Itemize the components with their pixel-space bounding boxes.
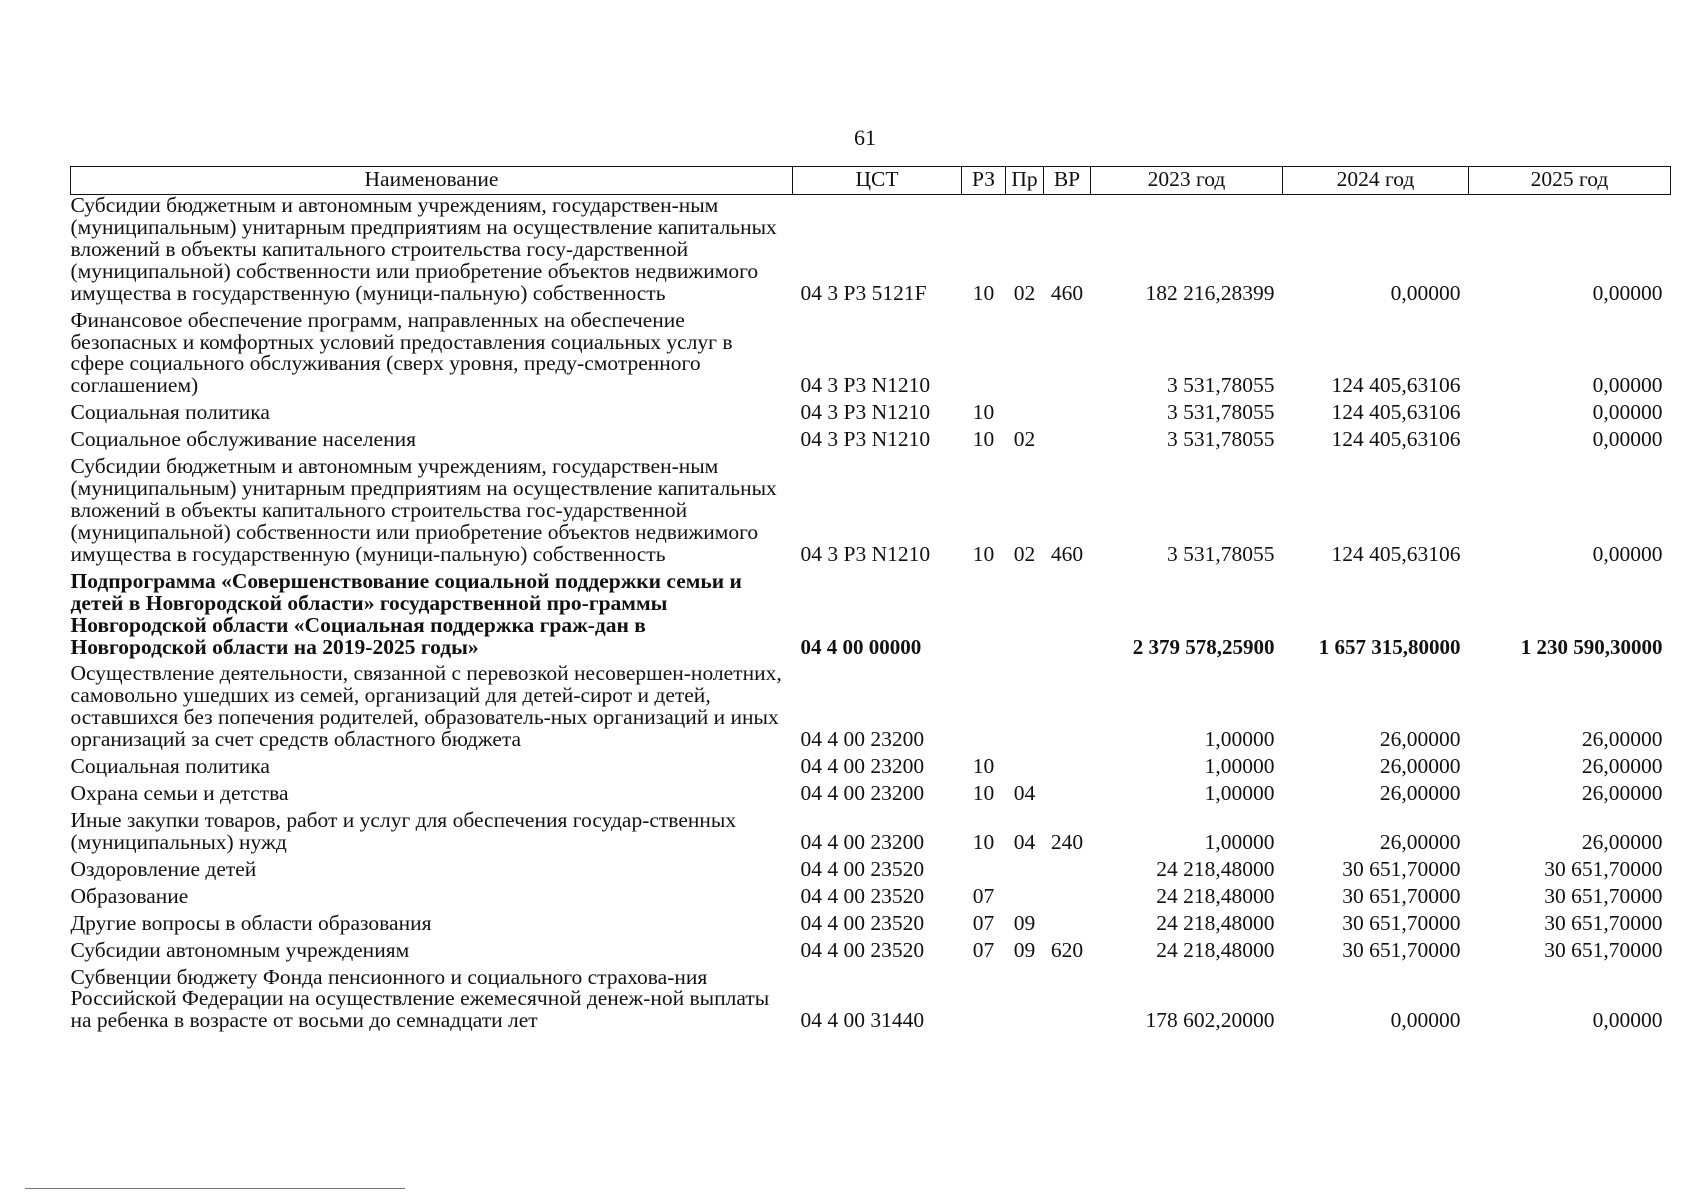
cell-2024: 26,00000: [1379, 781, 1461, 806]
table-row: [71, 855, 1671, 882]
cell-2025: 26,00000: [1581, 727, 1663, 752]
cell-cst: 04 4 00 23520: [800, 856, 925, 881]
cell-2024: 30 651,70000: [1342, 856, 1461, 881]
cell-name: Социальная политика: [70, 400, 270, 425]
header-2025: 2025 год: [1469, 167, 1671, 195]
header-vr: ВР: [1044, 167, 1091, 195]
cell-cst: 04 4 00 23200: [800, 829, 925, 854]
cell-2024: 0,00000: [1390, 1008, 1461, 1033]
cell-2025: 30 651,70000: [1544, 883, 1663, 908]
cell-cst: 04 4 00 23520: [800, 883, 925, 908]
cell-rz: 10: [972, 781, 995, 806]
cell-2024: 30 651,70000: [1342, 883, 1461, 908]
cell-rz: [962, 855, 1006, 882]
cell-cst: 04 4 00 23200: [800, 781, 925, 806]
cell-rz: [962, 306, 1006, 399]
cell-pr: 09: [1013, 910, 1036, 935]
cell-name: Социальная политика: [70, 754, 270, 779]
cell-pr: 02: [1013, 541, 1036, 566]
cell-2024: 26,00000: [1379, 829, 1461, 854]
page-number: 61: [854, 125, 876, 150]
cell-name: Охрана семьи и детства: [70, 781, 289, 806]
cell-name: Социальное обслуживание населения: [70, 427, 417, 452]
cell-pr: 04: [1013, 829, 1036, 854]
cell-2025: 0,00000: [1592, 427, 1663, 452]
cell-2024: 124 405,63106: [1331, 541, 1461, 566]
cell-cst: 04 4 00 23200: [800, 727, 925, 752]
cell-rz: [962, 963, 1006, 1034]
header-row: [71, 167, 1671, 195]
cell-2024: 0,00000: [1390, 280, 1461, 305]
cell-2023: 1,00000: [1204, 829, 1275, 854]
cell-cst: 04 3 Р3 5121F: [800, 280, 927, 305]
cell-rz: 07: [972, 937, 995, 962]
cell-2023: 3 531,78055: [1167, 541, 1275, 566]
table-row: [71, 752, 1671, 779]
cell-cst: 04 4 00 31440: [800, 1008, 925, 1033]
cell-pr: [1006, 752, 1044, 779]
cell-2025: 26,00000: [1581, 754, 1663, 779]
cell-pr: 02: [1013, 280, 1036, 305]
cell-name: Оздоровление детей: [70, 856, 257, 881]
cell-cst: 04 3 Р3 N1210: [800, 373, 931, 398]
cell-name: Осуществление деятельности, связанной с перевозкой несовершен-нолетних, самовольно ушедших из семей, организаций для детей-сирот и детей, оставшихся без попечения родителей, образователь-ных организаций и иных организаций за счет средств областного бюджета: [70, 661, 782, 752]
table-header: [71, 167, 1671, 195]
cell-rz: [962, 567, 1006, 660]
header-name: Наименование: [71, 167, 793, 195]
cell-vr: [1044, 963, 1091, 1034]
cell-2024: 30 651,70000: [1342, 937, 1461, 962]
cell-2025: 1 230 590,30000: [1520, 635, 1663, 660]
cell-cst: 04 4 00 23200: [800, 754, 925, 779]
cell-vr: [1044, 882, 1091, 909]
cell-name: Финансовое обеспечение программ, направленных на обеспечение безопасных и комфортных условий предоставления социальных услуг в сфере социального обслуживания (сверх уровня, преду-смотренного соглашением): [70, 307, 733, 398]
cell-2023: 24 218,48000: [1156, 856, 1275, 881]
cell-2023: 182 216,28399: [1145, 280, 1275, 305]
cell-vr: [1044, 567, 1091, 660]
cell-vr: [1044, 855, 1091, 882]
cell-name: Субсидии автономным учреждениям: [70, 937, 410, 962]
cell-cst: 04 4 00 23520: [800, 937, 925, 962]
table-row: [71, 567, 1671, 660]
cell-pr: [1006, 306, 1044, 399]
cell-pr: [1006, 882, 1044, 909]
table-body: [71, 195, 1671, 1034]
table-row: [71, 306, 1671, 399]
cell-pr: 09: [1013, 937, 1036, 962]
cell-2024: 1 657 315,80000: [1318, 635, 1461, 660]
cell-2024: 124 405,63106: [1331, 427, 1461, 452]
table-row: [71, 452, 1671, 567]
cell-vr: 460: [1050, 541, 1084, 566]
cell-2025: 30 651,70000: [1544, 856, 1663, 881]
cell-rz: 10: [972, 754, 995, 779]
cell-vr: [1044, 425, 1091, 452]
cell-vr: 240: [1050, 829, 1084, 854]
cell-name: Образование: [70, 883, 189, 908]
cell-name: Иные закупки товаров, работ и услуг для обеспечения государ-ственных (муниципальных) нужд: [70, 807, 737, 854]
cell-2025: 26,00000: [1581, 781, 1663, 806]
cell-2023: 24 218,48000: [1156, 883, 1275, 908]
cell-rz: [962, 659, 1006, 752]
cell-vr: 460: [1050, 280, 1084, 305]
cell-pr: 02: [1013, 427, 1036, 452]
cell-rz: 10: [972, 400, 995, 425]
cell-2023: 2 379 578,25900: [1132, 635, 1275, 660]
cell-vr: [1044, 306, 1091, 399]
cell-2023: 24 218,48000: [1156, 910, 1275, 935]
cell-2023: 3 531,78055: [1167, 427, 1275, 452]
cell-pr: [1006, 398, 1044, 425]
footer-rule: [25, 1188, 405, 1189]
header-rz: РЗ: [962, 167, 1006, 195]
cell-2025: 0,00000: [1592, 400, 1663, 425]
cell-2023: 1,00000: [1204, 727, 1275, 752]
cell-2024: 26,00000: [1379, 754, 1461, 779]
header-2024: 2024 год: [1283, 167, 1469, 195]
table-row: [71, 659, 1671, 752]
cell-2024: 124 405,63106: [1331, 373, 1461, 398]
cell-rz: 07: [972, 883, 995, 908]
header-pr: Пр: [1006, 167, 1044, 195]
cell-vr: 620: [1050, 937, 1084, 962]
cell-name: Субсидии бюджетным и автономным учреждениям, государствен-ным (муниципальным) унитарным предприятиям на осуществление капитальных вложений в объекты капитального строительства гос-ударственной (муниципальной) собственности или приобретение объектов недвижимого имущества в государственную (муници-пальную) собственность: [70, 454, 777, 566]
budget-table: [70, 166, 1671, 1033]
cell-cst: 04 3 Р3 N1210: [800, 427, 931, 452]
header-2023: 2023 год: [1091, 167, 1283, 195]
cell-2025: 30 651,70000: [1544, 937, 1663, 962]
cell-cst: 04 3 Р3 N1210: [800, 541, 931, 566]
table-row: [71, 398, 1671, 425]
cell-vr: [1044, 779, 1091, 806]
table-row: [71, 909, 1671, 936]
cell-cst: 04 4 00 00000: [800, 635, 922, 660]
cell-rz: 10: [972, 280, 995, 305]
cell-name: Другие вопросы в области образования: [70, 910, 432, 935]
cell-2023: 1,00000: [1204, 781, 1275, 806]
table-row: [71, 779, 1671, 806]
table-row: [71, 963, 1671, 1034]
cell-rz: 07: [972, 910, 995, 935]
header-cst: ЦСТ: [793, 167, 962, 195]
cell-vr: [1044, 909, 1091, 936]
cell-rz: 10: [972, 829, 995, 854]
cell-name: Субвенции бюджету Фонда пенсионного и социального страхова-ния Российской Федерации на осуществление ежемесячной денеж-ной выплаты на ребенка в возрасте от восьми до семнадцати лет: [70, 964, 770, 1033]
cell-2024: 30 651,70000: [1342, 910, 1461, 935]
cell-vr: [1044, 752, 1091, 779]
cell-2023: 24 218,48000: [1156, 937, 1275, 962]
cell-2025: 0,00000: [1592, 541, 1663, 566]
cell-name: Подпрограмма «Совершенствование социальной поддержки семьи и детей в Новгородской области» государственной про-граммы Новгородской области «Социальная поддержка граж-дан в Новгородской области на 2019-2025 годы»: [70, 568, 742, 659]
cell-2025: 30 651,70000: [1544, 910, 1663, 935]
cell-name: Субсидии бюджетным и автономным учреждениям, государствен-ным (муниципальным) унитарным предприятиям на осуществление капитальных вложений в объекты капитального строительства госу-дарственной (муниципальной) собственности или приобретение объектов недвижимого имущества в государственную (муници-пальную) собственность: [70, 193, 777, 305]
cell-pr: [1006, 567, 1044, 660]
cell-pr: [1006, 963, 1044, 1034]
cell-2023: 3 531,78055: [1167, 373, 1275, 398]
cell-cst: 04 3 Р3 N1210: [800, 400, 931, 425]
cell-rz: 10: [972, 427, 995, 452]
table-row: [71, 882, 1671, 909]
cell-2024: 26,00000: [1379, 727, 1461, 752]
cell-2025: 0,00000: [1592, 1008, 1663, 1033]
cell-pr: [1006, 855, 1044, 882]
cell-2023: 3 531,78055: [1167, 400, 1275, 425]
cell-2025: 0,00000: [1592, 373, 1663, 398]
cell-rz: 10: [972, 541, 995, 566]
cell-cst: 04 4 00 23520: [800, 910, 925, 935]
cell-pr: [1006, 659, 1044, 752]
cell-2025: 26,00000: [1581, 829, 1663, 854]
cell-2024: 124 405,63106: [1331, 400, 1461, 425]
cell-pr: 04: [1013, 781, 1036, 806]
cell-2023: 178 602,20000: [1145, 1008, 1275, 1033]
table-row: [71, 425, 1671, 452]
table-row: [71, 195, 1671, 306]
cell-vr: [1044, 659, 1091, 752]
cell-2025: 0,00000: [1592, 280, 1663, 305]
cell-vr: [1044, 398, 1091, 425]
cell-2023: 1,00000: [1204, 754, 1275, 779]
table-row: [71, 936, 1671, 963]
table-row: [71, 806, 1671, 855]
